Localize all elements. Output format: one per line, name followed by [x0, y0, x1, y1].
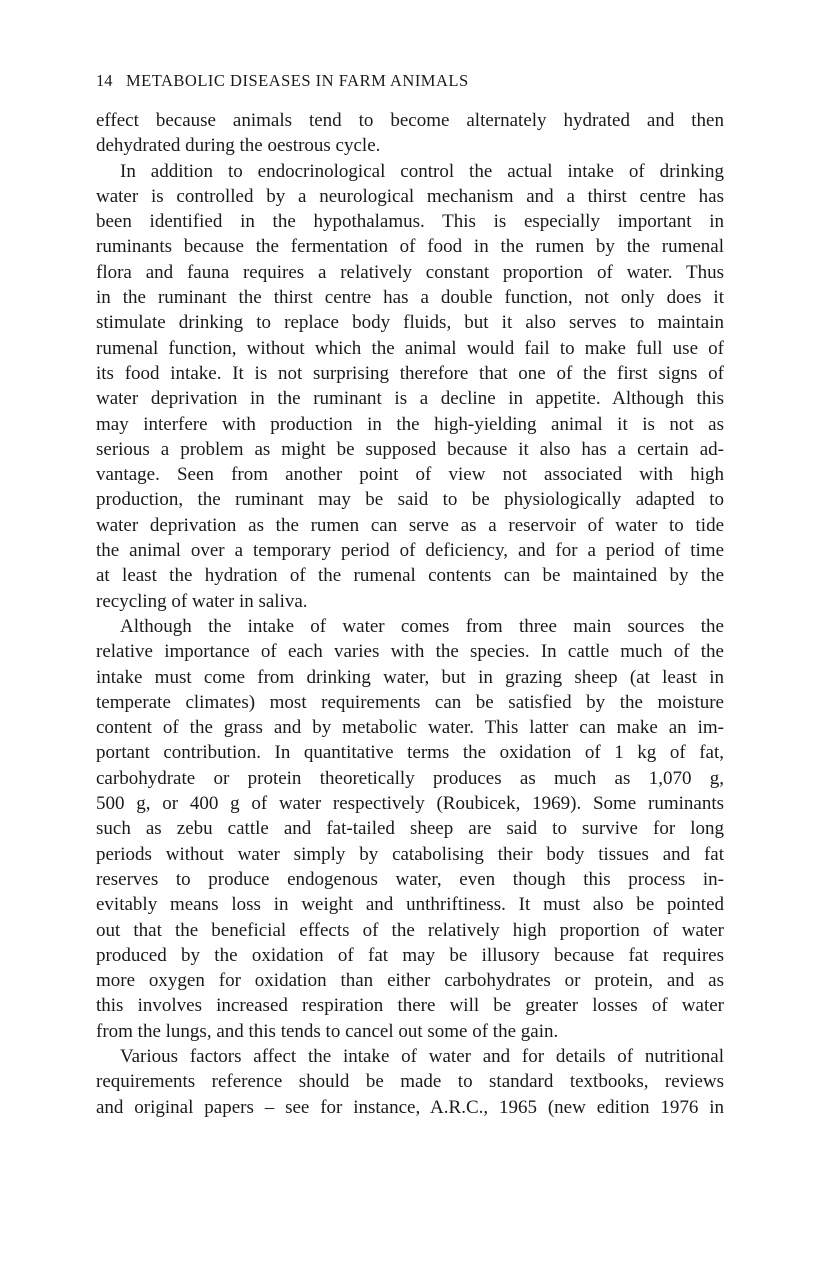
paragraph: [96, 614, 724, 1044]
text-line: production, the ruminant may be said to be physiologically adapted to: [96, 489, 724, 511]
text-line: in the ruminant the thirst centre has a double function, not only does it: [96, 287, 724, 309]
text-line: temperate climates) most requirements can be satisfied by the moisture: [96, 691, 724, 713]
text-line: content of the grass and by metabolic water. This latter can make an im-: [96, 717, 724, 739]
running-head: [96, 70, 724, 92]
text-line: out that the beneficial effects of the relatively high proportion of water: [96, 919, 724, 941]
text-line: its food intake. It is not surprising therefore that one of the first signs of: [96, 362, 724, 384]
text-line: reserves to produce endogenous water, even though this process in-: [96, 868, 724, 890]
text-line: evitably means loss in weight and unthriftiness. It must also be pointed: [96, 894, 724, 916]
paragraph: [96, 159, 724, 614]
text-line: the animal over a temporary period of deficiency, and for a period of time: [96, 540, 724, 562]
body-text: [96, 108, 724, 1120]
text-line: 500 g, or 400 g of water respectively (Roubicek, 1969). Some ruminants: [96, 793, 724, 815]
text-line: Although the intake of water comes from three main sources the: [120, 615, 724, 637]
text-line: been identified in the hypothalamus. This is especially important in: [96, 211, 724, 233]
text-line: flora and fauna requires a relatively constant proportion of water. Thus: [96, 261, 724, 283]
text-line: produced by the oxidation of fat may be illusory because fat requires: [96, 944, 724, 966]
text-line: may interfere with production in the high-yielding animal it is not as: [96, 413, 724, 435]
text-line: such as zebu cattle and fat-tailed sheep are said to survive for long: [96, 818, 724, 840]
page-number: 14: [96, 71, 113, 90]
text-line: requirements reference should be made to standard textbooks, reviews: [96, 1071, 724, 1093]
paragraph: [96, 108, 724, 159]
text-line: water deprivation as the rumen can serve as a reservoir of water to tide: [96, 514, 724, 536]
text-line: portant contribution. In quantitative terms the oxidation of 1 kg of fat,: [96, 742, 724, 764]
paragraph: [96, 1044, 724, 1120]
text-line: In addition to endocrinological control the actual intake of drinking: [120, 160, 724, 182]
text-line: at least the hydration of the rumenal contents can be maintained by the: [96, 565, 724, 587]
text-line: intake must come from drinking water, but in grazing sheep (at least in: [96, 666, 724, 688]
text-line: effect because animals tend to become alternately hydrated and then: [96, 110, 724, 131]
text-line: ruminants because the fermentation of food in the rumen by the rumenal: [96, 236, 724, 258]
text-line: serious a problem as might be supposed because it also has a certain ad-: [96, 438, 724, 460]
text-line: carbohydrate or protein theoretically produces as much as 1,070 g,: [96, 767, 724, 789]
text-line: from the lungs, and this tends to cancel out some of the gain.: [96, 1020, 559, 1042]
text-line: stimulate drinking to replace body fluids, but it also serves to maintain: [96, 312, 724, 334]
text-line: water deprivation in the ruminant is a decline in appetite. Although this: [96, 388, 724, 410]
text-line: vantage. Seen from another point of view not associated with high: [96, 464, 724, 486]
text-line: water is controlled by a neurological mechanism and a thirst centre has: [96, 185, 724, 207]
running-title: METABOLIC DISEASES IN FARM ANIMALS: [126, 71, 469, 90]
book-page: [96, 70, 724, 1120]
text-line: relative importance of each varies with the species. In cattle much of the: [96, 641, 724, 663]
text-line: dehydrated during the oestrous cycle.: [96, 135, 381, 157]
text-line: periods without water simply by catabolising their body tissues and fat: [96, 843, 724, 865]
text-line: more oxygen for oxidation than either carbohydrates or protein, and as: [96, 970, 724, 992]
text-line: rumenal function, without which the animal would fail to make full use of: [96, 337, 724, 359]
text-line: this involves increased respiration there will be greater losses of water: [96, 995, 724, 1017]
text-line: recycling of water in saliva.: [96, 590, 308, 612]
text-line: and original papers – see for instance, A.R.C., 1965 (new edition 1976 in: [96, 1096, 724, 1118]
text-line: Various factors affect the intake of water and for details of nutritional: [120, 1045, 724, 1067]
